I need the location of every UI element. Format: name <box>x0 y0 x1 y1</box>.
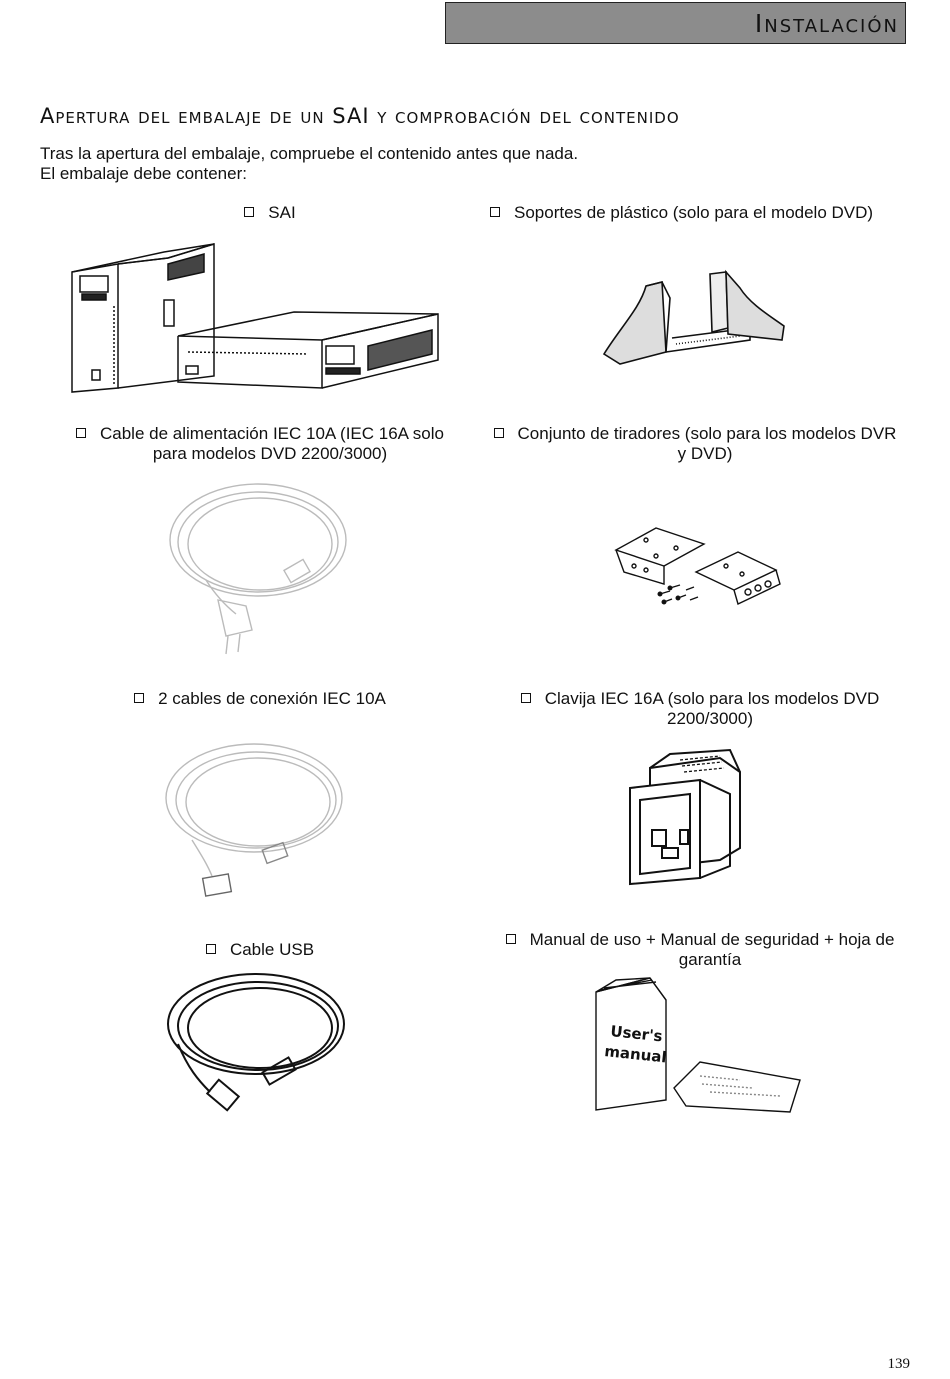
plastic-stand-icon <box>600 268 790 368</box>
checkbox-bullet-icon <box>244 207 254 217</box>
checkbox-bullet-icon <box>134 693 144 703</box>
item-label: SAI <box>268 203 296 222</box>
checkbox-bullet-icon <box>76 428 86 438</box>
chapter-title: Instalación <box>754 9 899 38</box>
manual-icon <box>590 976 802 1114</box>
list-item-ups <box>200 203 340 223</box>
iec-cable-icon <box>162 736 352 908</box>
item-label: Clavija IEC 16A (solo para los modelos DVD <box>544 689 880 708</box>
list-item-iec-plug <box>500 689 900 729</box>
list-item-power-cable <box>60 424 460 464</box>
checkbox-bullet-icon <box>506 934 516 944</box>
list-item-handle-set <box>480 424 910 464</box>
chapter-header <box>445 2 906 44</box>
page-number: 139 <box>887 1356 910 1372</box>
intro-text <box>40 144 578 184</box>
checkbox-bullet-icon <box>494 428 504 438</box>
item-label-continued: y DVD) <box>677 444 733 463</box>
manual-cover-subtitle: manual <box>603 1042 668 1067</box>
list-item-usb-cable <box>190 940 330 960</box>
item-label: Soportes de plástico (solo para el modelo DVD) <box>514 203 874 222</box>
ups-icon <box>68 236 448 396</box>
item-label: Manual de uso + Manual de seguridad + hoja de <box>529 930 895 949</box>
manual-cover-title: User's <box>609 1022 664 1046</box>
iec-plug-icon <box>620 748 750 886</box>
item-label-continued: 2200/3000) <box>666 709 754 728</box>
checkbox-bullet-icon <box>206 944 216 954</box>
list-item-plastic-stands <box>490 203 910 223</box>
usb-cable-icon <box>164 968 350 1120</box>
item-label: Cable USB <box>229 940 315 959</box>
power-cable-icon <box>166 476 356 662</box>
item-label-continued: para modelos DVD 2200/3000) <box>152 444 388 463</box>
list-item-manuals <box>490 930 910 970</box>
item-label: Conjunto de tiradores (solo para los modelos DVR <box>517 424 897 443</box>
checkbox-bullet-icon <box>490 207 500 217</box>
intro-line-2: El embalaje debe contener: <box>40 164 247 183</box>
intro-line-1: Tras la apertura del embalaje, compruebe el contenido antes que nada. <box>40 144 579 163</box>
section-title: Apertura del embalaje de un SAI y comprobación del contenido <box>40 104 680 128</box>
handle-set-icon <box>606 522 786 614</box>
item-label: 2 cables de conexión IEC 10A <box>158 689 386 708</box>
item-label: Cable de alimentación IEC 10A (IEC 16A solo <box>100 424 444 443</box>
item-label-continued: garantía <box>678 950 742 969</box>
checkbox-bullet-icon <box>521 693 531 703</box>
list-item-iec-cables <box>120 689 400 709</box>
